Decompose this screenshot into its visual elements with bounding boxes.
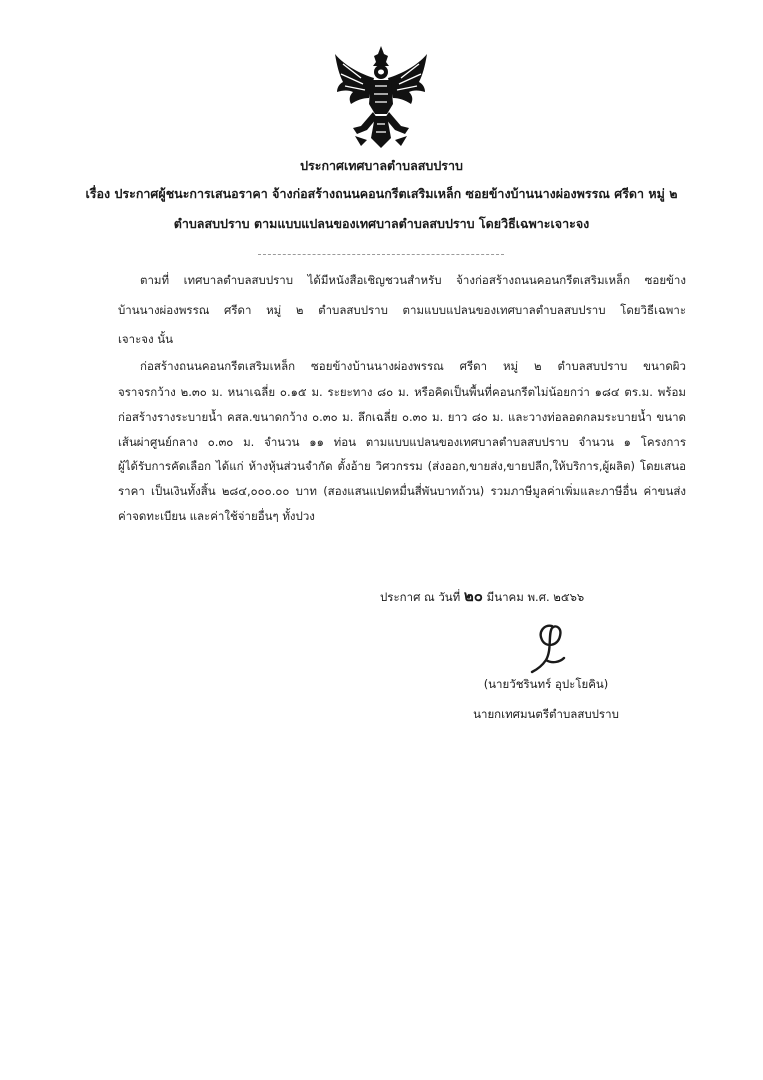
announcement-org-title: ประกาศเทศบาลตำบลสบปราบ [300,158,463,173]
paragraph-2-line: ก่อสร้างถนนคอนกรีตเสริมเหล็ก ซอยข้างบ้านนางผ่องพรรณ ศรีดา หมู่ ๒ ตำบลสบปราบ ขนาดผิว [140,359,686,373]
paragraph-2-line: จราจรกว้าง ๒.๓๐ ม. หนาเฉลี่ย ๐.๑๕ ม. ระยะทาง ๘๐ ม. หรือคิดเป็นพื้นที่คอนกรีตไม่น้อยกว่า ๑๘๔ ตร.ม. พร้อม [118,385,686,399]
paragraph-2-line: เส้นผ่าศูนย์กลาง ๐.๓๐ ม. จำนวน ๑๑ ท่อน ตามแบบแปลนของเทศบาลตำบลสบปราบ จำนวน ๑ โครงการ [118,435,686,449]
paragraph-2-line: ผู้ได้รับการคัดเลือก ได้แก่ ห้างหุ้นส่วนจำกัด ตั้งอ้าย วิศวกรรม (ส่งออก,ขายส่ง,ขายปลีก,ให้บริการ,ผู้ผลิต) โดยเสนอ [118,459,686,473]
paragraph-1-line: บ้านนางผ่องพรรณ ศรีดา หมู่ ๒ ตำบลสบปราบ ตามแบบแปลนของเทศบาลตำบลสบปราบ โดยวิธีเฉพาะ [118,303,686,317]
date-day: ๒๐ [463,587,483,605]
paragraph-1-line: เจาะจง นั้น [118,332,174,346]
signer-name: (นายวัชรินทร์ อุปะโยคิน) [483,677,609,691]
paragraph-2-line: ก่อสร้างรางระบายน้ำ คสล.ขนาดกว้าง ๐.๓๐ ม. ลึกเฉลี่ย ๐.๓๐ ม. ยาว ๘๐ ม. และวางท่อลอดกลมระบายน้ำ ขนาด [118,410,686,424]
announcement-date [380,584,584,608]
announcement-subject-line-2: ตำบลสบปราบ ตามแบบแปลนของเทศบาลตำบลสบปราบ โดยวิธีเฉพาะเจาะจง [173,216,590,231]
date-prefix: ประกาศ ณ วันที่ [380,590,461,604]
date-month-year: มีนาคม พ.ศ. ๒๕๖๖ [486,590,585,604]
paragraph-2-line: ค่าจดทะเบียน และค่าใช้จ่ายอื่นๆ ทั้งปวง [118,509,315,523]
paragraph-1-line: ตามที่ เทศบาลตำบลสบปราบ ได้มีหนังสือเชิญชวนสำหรับ จ้างก่อสร้างถนนคอนกรีตเสริมเหล็ก ซอยข้าง [140,273,686,287]
signer-position: นายกเทศมนตรีตำบลสบปราบ [473,707,619,721]
handwritten-signature-icon [522,620,572,676]
header-divider [258,254,504,255]
paragraph-2-line: ราคา เป็นเงินทั้งสิ้น ๒๘๔,๐๐๐.๐๐ บาท (สองแสนแปดหมื่นสี่พันบาทถ้วน) รวมภาษีมูลค่าเพิ่มและภาษีอื่น ค่าขนส่ง [118,484,686,498]
announcement-subject-line-1: เรื่อง ประกาศผู้ชนะการเสนอราคา จ้างก่อสร้างถนนคอนกรีตเสริมเหล็ก ซอยข้างบ้านนางผ่องพรรณ ศรีดา หมู่ ๒ [85,186,678,201]
garuda-emblem-icon [330,44,432,152]
